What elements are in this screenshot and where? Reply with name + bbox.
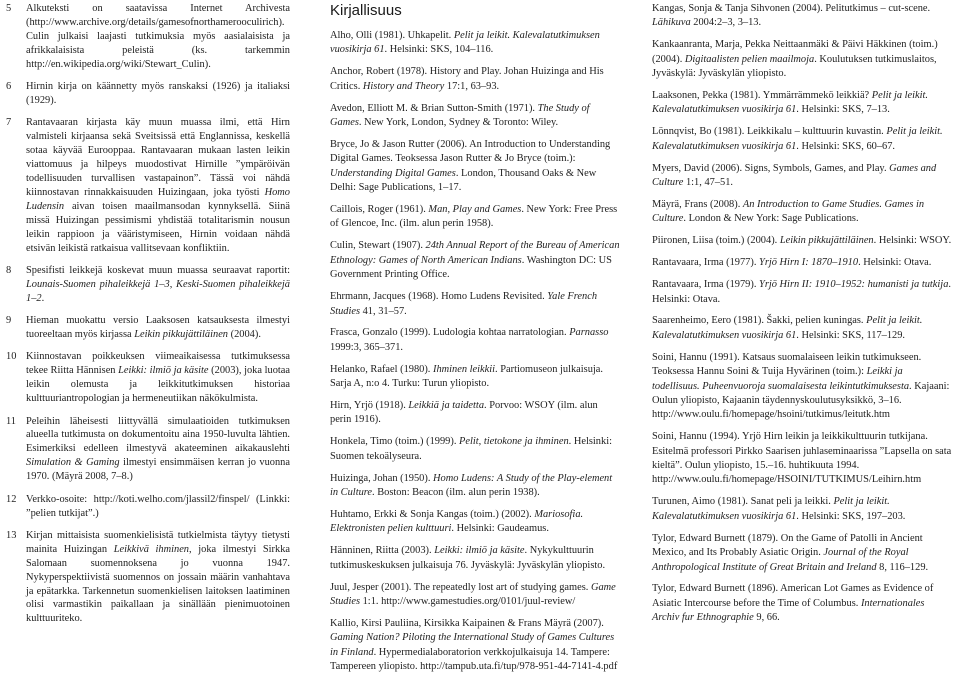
reference-entry: Tylor, Edward Burnett (1896). American Lot Games as Evidence of Asiatic Intercourse before the Time of Columbus. Internationales Archiv fur Ethnographie 9, 66.: [652, 583, 934, 624]
reference-entry: Ehrmann, Jacques (1968). Homo Ludens Revisited. Yale French Studies 41, 31–57.: [330, 291, 598, 317]
reference-entry: Avedon, Elliott M. & Brian Sutton-Smith (1971). The Study of Games. New York, London, Sydney & Toronto: Wiley.: [330, 102, 590, 129]
footnote-text: Alkuteksti on saatavissa Internet Archivesta (http://www.archive.org/details/gamesofnorthamerooculirich). Culin julkaisi laajasti tutkimuksia myös aasialaisista ja afrikkalaisista peleistä (ks. tarkemmin http://en.wikipedia.org/wiki/Stewart_Culin).: [26, 3, 290, 70]
reference-entry: Huhtamo, Erkki & Sonja Kangas (toim.) (2002). Mariosofia. Elektronisten pelien kulttuuri. Helsinki: Gaudeamus.: [330, 508, 584, 535]
footnote-number: 7: [6, 117, 12, 129]
reference-entry: Myers, David (2006). Signs, Symbols, Games, and Play. Games and Culture 1:1, 47–51.: [652, 162, 937, 189]
footnote-number: 12: [6, 493, 17, 505]
footnote: [6, 529, 290, 626]
reference-entry: Hänninen, Riitta (2003). Leikki: ilmiö ja käsite. Nykykulttuurin tutkimuskeskuksen julkaisuja 76. Jyväskylä: Jyväskylän yliopisto.: [330, 545, 606, 571]
reference-entry: Soini, Hannu (1994). Yrjö Hirn leikin ja leikkikulttuurin tutkijana. Esitelmä professori Pirkko Saarisen juhlaseminaarissa ”Lapsella on sata kieltä”. Oulun yliopisto, 15.–16. huhtikuuta 1994. http://www.oulu.fi/homepage/HSOINI/TUTKIMUS/Leihirn.htm: [652, 431, 952, 486]
reference-entry: Bryce, Jo & Jason Rutter (2006). An Introduction to Understanding Digital Games. Teoksessa Jason Rutter & Jo Bryce (toim.): Understanding Digital Games. London, Thousand Oaks & New Delhi: Sage Publications, 1–17.: [330, 138, 611, 194]
footnote-text: Kirjan mittaisista suomenkielisistä tutkielmista täytyy tietysti mainita Huizingan Leikkivä ihminen, joka ilmestyi Sirkka Salomaan suomennoksena jo vuonna 1947. Nykyperspektiivistä suomennos on jossain määrin vanhahtava ja epätarkka. Tarkennetun suomenkielisen laitoksen laatiminen olisi varmastikin paikallaan ja sinällään pienimuotoinen kulttuuriteko.: [26, 529, 290, 625]
reference-entry: Kankaanranta, Marja, Pekka Neittaanmäki & Päivi Häkkinen (toim.) (2004). Digitaalisten pelien maailmoja. Koulutuksen tutkimuslaitos, Jyväskylä: Jyväskylän yliopisto.: [652, 39, 938, 80]
footnotes-column: [6, 2, 290, 626]
reference-entry: Helanko, Rafael (1980). Ihminen leikkii. Partiomuseon julkaisuja. Sarja A, n:o 4. Turku: Turun yliopisto.: [330, 363, 603, 390]
reference-entry: Rantavaara, Irma (1979). Yrjö Hirn II: 1910–1952: humanisti ja tutkija. Helsinki: Otava.: [652, 279, 951, 305]
footnote: [6, 415, 290, 485]
reference-entry: Lönnqvist, Bo (1981). Leikkikalu – kulttuurin kuvastin. Pelit ja leikit. Kalevalatutkimuksen vuosikirja 61. Helsinki: SKS, 60–67.: [652, 126, 943, 152]
footnote: [6, 264, 290, 306]
footnote-number: 6: [6, 81, 12, 93]
footnote: [6, 493, 290, 521]
reference-entry: Piironen, Liisa (toim.) (2004). Leikin pikkujättiläinen. Helsinki: WSOY.: [652, 235, 952, 247]
footnote: [6, 2, 290, 72]
reference-entry: Tylor, Edward Burnett (1879). On the Game of Patolli in Ancient Mexico, and Its Probably Asiatic Origin. Journal of the Royal Anthropological Institute of Great Britain and Ireland 8, 116–129.: [652, 532, 929, 573]
footnote-text: Spesifisti leikkejä koskevat muun muassa seuraavat raportit: Lounais-Suomen pihaleikkejä 1–3, Keski-Suomen pihaleikkejä 1–2.: [26, 264, 290, 304]
reference-entry: Alho, Olli (1981). Uhkapelit. Pelit ja leikit. Kalevalatutkimuksen vuosikirja 61. Helsinki: SKS, 104–116.: [330, 30, 600, 56]
reference-entry: Hirn, Yrjö (1918). Leikkiä ja taidetta. Porvoo: WSOY (ilm. alun perin 1916).: [330, 400, 598, 426]
references-column-1: [330, 2, 620, 682]
footnote-text: Kiinnostavan poikkeuksen viimeaikaisessa tutkimuksessa tekee Riitta Hännisen Leikki: ilmiö ja käsite (2003), joka luotaa leikin olemusta ja leikkitutkimuksen historiaa kulttuuriantropologian ja hermeneutiikan näkökulmista.: [26, 351, 290, 405]
footnote-number: 10: [6, 351, 17, 363]
footnote-number: 13: [6, 529, 17, 541]
footnote: [6, 350, 290, 406]
reference-entry: Culin, Stewart (1907). 24th Annual Report of the Bureau of American Ethnology: Games of North American Indians. Washington DC: US Government Printing Office.: [330, 240, 620, 281]
reference-entry: Caillois, Roger (1961). Man, Play and Games. New York: Free Press of Glencoe, Inc. (ilm. alun perin 1958).: [330, 204, 618, 230]
footnote-text: Hieman muokattu versio Laaksosen katsauksesta ilmestyi tuoreeltaan myös kirjassa Leikin pikkujättiläinen (2004).: [26, 315, 290, 341]
footnote-text: Rantavaaran kirjasta käy muun muassa ilmi, että Hirn valmisteli kirjaansa sekä Sveitsissä että Englannissa, keskellä sotaa käyvää Eurooppaa. Rantavaaran mukaan lasten leikin viattomuus ja hilpeys muodostivat Hirnille ”ympäröivän todellisuuden turvallisen vastapainon”. Tässä voi nähdä kiinnostavan rinnakkaisuuden Huizingaan, joka työsti Homo Ludensin aivan toisen maailmansodan kynnyksellä. Siinä missä Huizingan pessimismi yhdistää totalitarismin nousun leikin rappioon ja vääristymiseen, Hirnin voidaan nähdä etsivän leikistä ratkaisua vallitsevaan konfliktiin.: [26, 117, 290, 254]
reference-entry: Mäyrä, Frans (2008). An Introduction to Game Studies. Games in Culture. London & New York: Sage Publications.: [652, 198, 925, 225]
reference-entry: Soini, Hannu (1991). Katsaus suomalaiseen leikin tutkimukseen. Teoksessa Hannu Soini & Tuija Hyvärinen (toim.): Leikki ja todellisuus. Puheenvuoroja suomalaisesta leikintutkimuksesta. Kajaani: Oulun yliopisto, Kajaanin täydennyskoulutusyksikkö, 3–16. http://www.oulu.fi/homepage/hsoini/tutkimus/leitutk.htm: [652, 351, 950, 421]
footnote-number: 11: [6, 415, 17, 427]
references-column-2: [652, 2, 952, 633]
reference-entry: Frasca, Gonzalo (1999). Ludologia kohtaa narratologian. Parnasso 1999:3, 365–371.: [330, 327, 609, 353]
footnote-text: Verkko-osoite: http://koti.welho.com/jlassil2/finspel/ (Linkki: ”pelien tutkijat”.): [26, 493, 290, 519]
footnote-number: 8: [6, 264, 12, 276]
footnote-text: Peleihin läheisesti liittyvällä simulaatioiden tutkimuksen alueella tutkimusta on dokumentoitu aina 1950-luvulta lähtien. Esimerkiksi edelleen ilmestyvä akateeminen aikakauslehti Simulation & Gaming ilmestyi ensimmäisen kerran jo vuonna 1970. (Mäyrä 2008, 7–8.): [26, 415, 290, 483]
reference-entry: Turunen, Aimo (1981). Sanat peli ja leikki. Pelit ja leikit. Kalevalatutkimuksen vuosikirja 61. Helsinki: SKS, 197–203.: [652, 496, 906, 522]
reference-entry: Saarenheimo, Eero (1981). Šakki, pelien kuningas. Pelit ja leikit. Kalevalatutkimuksen vuosikirja 61. Helsinki: SKS, 117–129.: [652, 315, 923, 341]
reference-entry: Juul, Jesper (2001). The repeatedly lost art of studying games. Game Studies 1:1. http://www.gamestudies.org/0101/juul-review/: [330, 581, 616, 607]
footnote-number: 9: [6, 315, 12, 327]
reference-entry: Huizinga, Johan (1950). Homo Ludens: A Study of the Play-element in Culture. Boston: Beacon (ilm. alun perin 1938).: [330, 472, 613, 499]
reference-entry: Kangas, Sonja & Tanja Sihvonen (2004). Pelitutkimus – cut-scene. Lähikuva 2004:2–3, 3–13.: [652, 3, 931, 29]
reference-entry: Honkela, Timo (toim.) (1999). Pelit, tietokone ja ihminen. Helsinki: Suomen tekoälyseura.: [330, 436, 612, 462]
references-heading: Kirjallisuus: [330, 2, 402, 19]
reference-entry: Rantavaara, Irma (1977). Yrjö Hirn I: 1870–1910. Helsinki: Otava.: [652, 257, 932, 269]
footnote-number: 5: [6, 3, 12, 14]
footnote: [6, 116, 290, 255]
footnote: [6, 80, 290, 108]
footnote-text: Hirnin kirja on käännetty myös ranskaksi (1926) ja italiaksi (1929).: [26, 81, 290, 106]
footnote: [6, 314, 290, 342]
reference-entry: Anchor, Robert (1978). History and Play. Johan Huizinga and His Critics. History and Theory 17:1, 63–93.: [330, 66, 604, 92]
reference-entry: Kallio, Kirsi Pauliina, Kirsikka Kaipainen & Frans Mäyrä (2007). Gaming Nation? Piloting the International Study of Games Cultures in Finland. Hypermedialaboratorion verkkojulkaisuja 14. Tampere: Tampereen yliopisto. http://tampub.uta.fi/tup/978-951-44-7141-4.pdf: [330, 617, 618, 673]
reference-entry: Laaksonen, Pekka (1981). Ymmärrämmekö leikkiä? Pelit ja leikit. Kalevalatutkimuksen vuosikirja 61. Helsinki: SKS, 7–13.: [652, 90, 929, 116]
